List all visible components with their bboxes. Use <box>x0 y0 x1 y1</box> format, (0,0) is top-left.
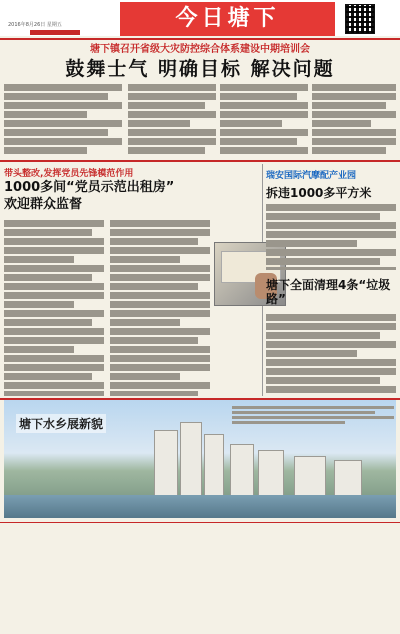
feature-caption <box>232 404 394 426</box>
story-headline: 1000多间“党员示范出租房” <box>4 180 175 195</box>
story-text-column <box>4 218 104 396</box>
page-footer <box>0 522 400 533</box>
issue-date: 2016年8月26日 星期五 <box>8 22 62 28</box>
building <box>230 444 254 498</box>
river <box>4 495 396 518</box>
story-kicker: 带头整改,发挥党员先锋模范作用 <box>4 169 134 179</box>
lead-text-column <box>4 82 122 154</box>
story-text-column <box>110 218 210 396</box>
lead-body <box>4 82 396 154</box>
feature-title: 塘下水乡展新貌 <box>16 414 106 433</box>
story-headline: 塘下全面清理4条“垃圾路” <box>266 278 391 306</box>
story-headline: 拆违1000多平方米 <box>266 186 372 200</box>
building <box>154 430 178 498</box>
building <box>294 456 326 498</box>
building <box>204 434 224 498</box>
section-banner: 今日塘下 <box>120 2 335 36</box>
issue-tag <box>30 30 80 35</box>
story-body <box>266 202 396 270</box>
lead-text-column <box>220 82 308 154</box>
building <box>180 422 202 498</box>
story-kicker: 瑞安国际汽摩配产业园 <box>266 171 357 181</box>
page-margin <box>0 536 400 634</box>
lead-text-column <box>128 82 216 154</box>
story-body <box>266 312 396 394</box>
story-headline: 欢迎群众监督 <box>4 197 83 212</box>
building <box>334 460 362 498</box>
divider <box>0 160 400 162</box>
lead-text-column <box>312 82 396 154</box>
lead-kicker: 塘下镇召开省级大灾防控综合体系建设中期培训会 <box>90 44 310 55</box>
building <box>258 450 284 498</box>
qr-code-icon <box>345 4 375 34</box>
lead-headline: 鼓舞士气 明确目标 解决问题 <box>65 58 335 80</box>
